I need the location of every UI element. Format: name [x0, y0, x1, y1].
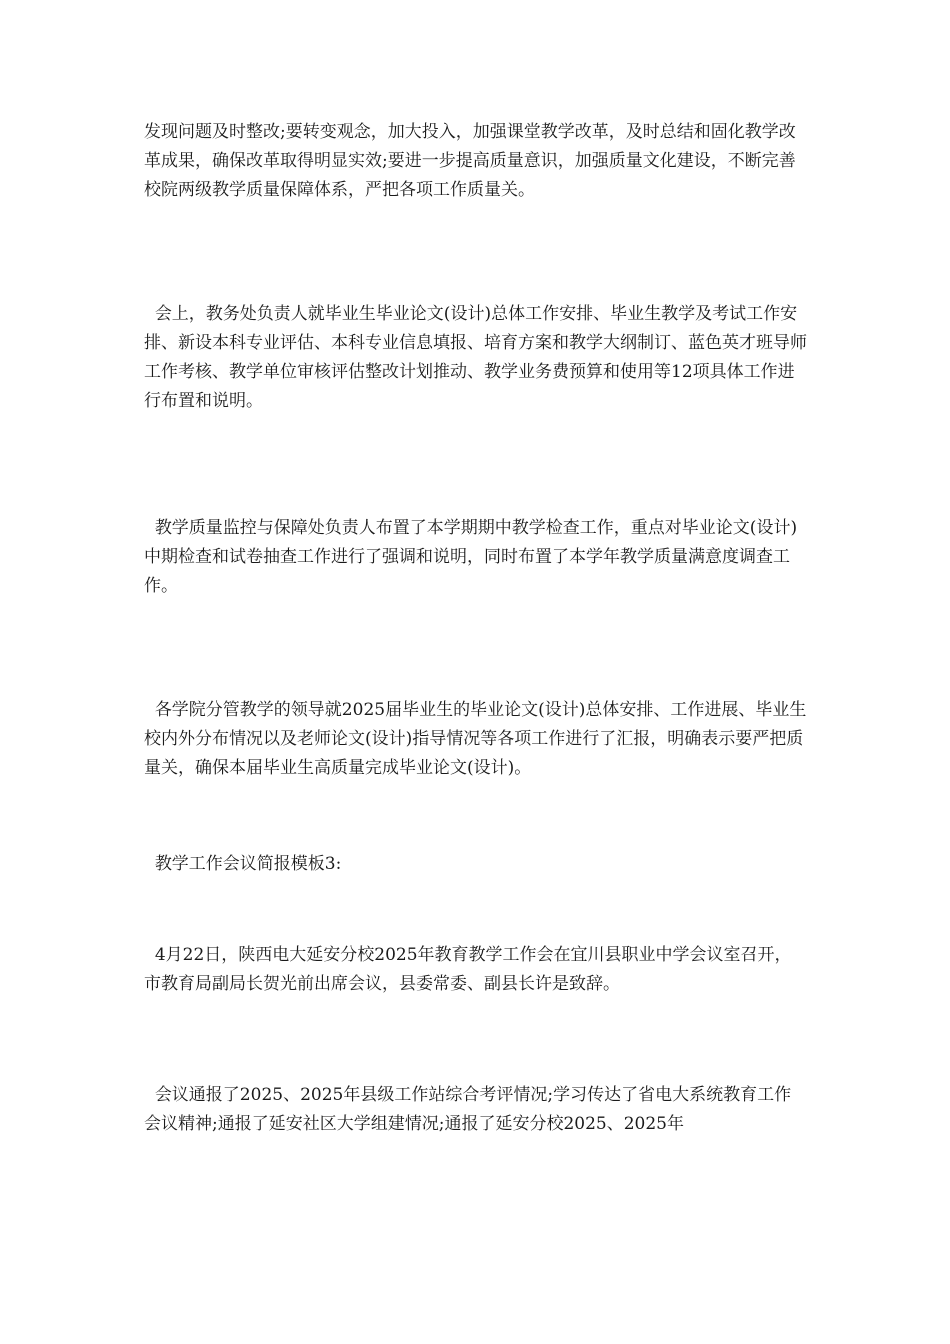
paragraph-academic-affairs: 会上，教务处负责人就毕业生毕业论文(设计)总体工作安排、毕业生教学及考试工作安排、新设本科专业评估、本科专业信息填报、培育方案和教学大纲制订、蓝色英才班导师工作考核、教学单位审核评估整改计划推动、教学业务费预算和使用等12项具体工作进行布置和说明。 [144, 304, 807, 411]
paragraph-rectification: 发现问题及时整改;要转变观念，加大投入，加强课堂教学改革，及时总结和固化教学改革成果，确保改革取得明显实效;要进一步提高质量意识，加强质量文化建设，不断完善校院两级教学质量保障体系，严把各项工作质量关。 [144, 122, 796, 200]
section-heading-template-3: 教学工作会议简报模板3: [144, 854, 342, 874]
paragraph-college-reports: 各学院分管教学的领导就2025届毕业生的毕业论文(设计)总体安排、工作进展、毕业生校内外分布情况以及老师论文(设计)指导情况等各项工作进行了汇报，明确表示要严把质量关，确保本届毕业生高质量完成毕业论文(设计)。 [144, 700, 807, 778]
paragraph-meeting-report: 会议通报了2025、2025年县级工作站综合考评情况;学习传达了省电大系统教育工作会议精神;通报了延安社区大学组建情况;通报了延安分校2025、2025年 [144, 1085, 792, 1134]
paragraph-meeting-intro: 4月22日，陕西电大延安分校2025年教育教学工作会在宜川县职业中学会议室召开，市教育局副局长贺光前出席会议，县委常委、副县长许是致辞。 [144, 945, 792, 994]
paragraph-quality-monitoring: 教学质量监控与保障处负责人布置了本学期期中教学检查工作，重点对毕业论文(设计)中期检查和试卷抽查工作进行了强调和说明，同时布置了本学年教学质量满意度调查工作。 [144, 518, 798, 596]
